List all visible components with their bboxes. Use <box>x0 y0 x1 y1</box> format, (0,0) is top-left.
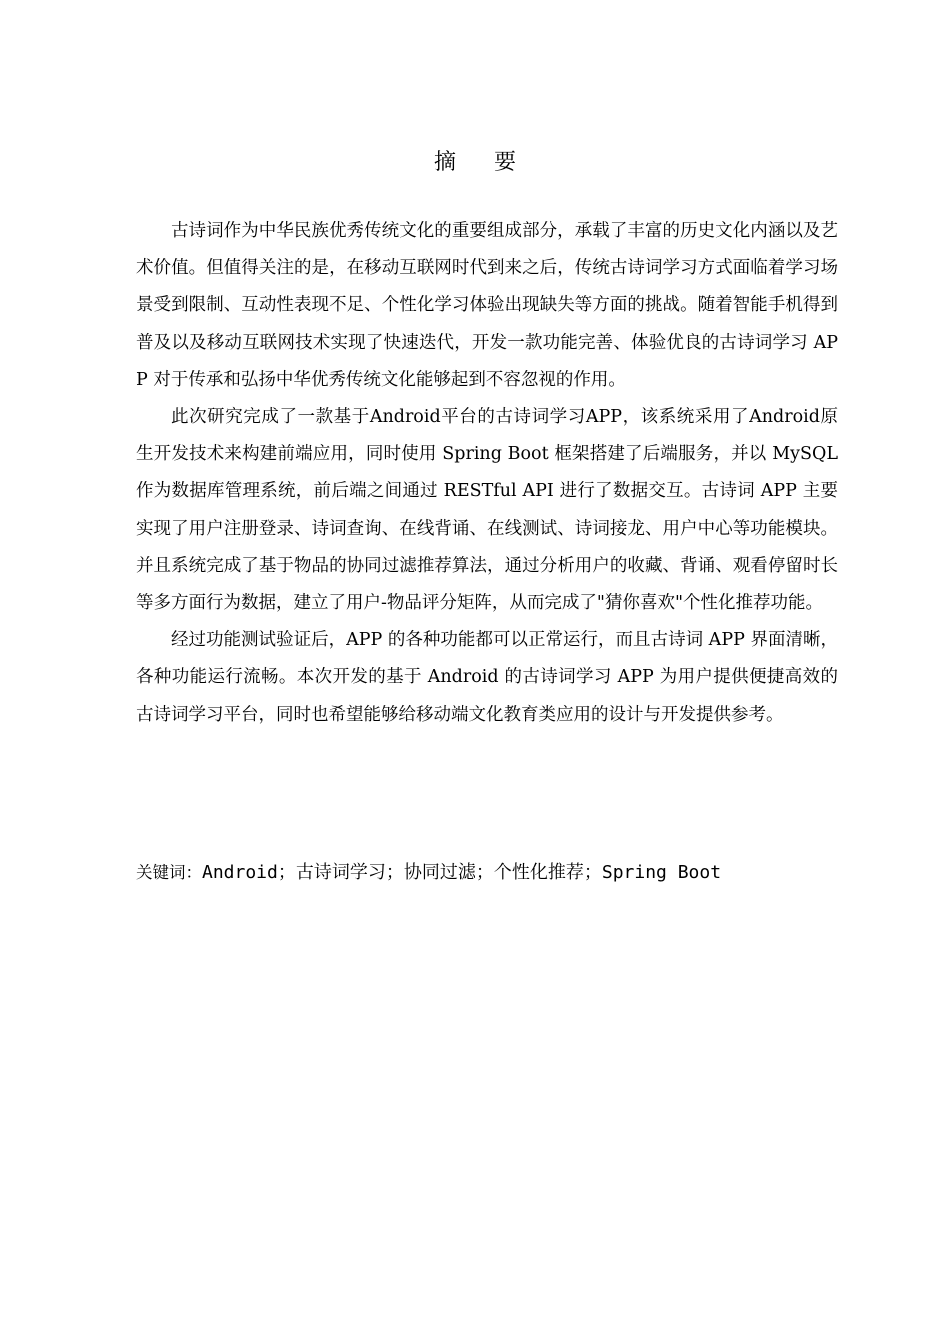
abstract-paragraph-2: 此次研究完成了一款基于Android平台的古诗词学习APP，该系统采用了Android原生开发技术来构建前端应用，同时使用 Spring Boot 框架搭建了后端服务，并以 MySQL 作为数据库管理系统，前后端之间通过 RESTful API 进行了数据交互。古诗词 APP 主要实现了用户注册登录、诗词查询、在线背诵、在线测试、诗词接龙、用户中心等功能模块。并且系统完成了基于物品的协同过滤推荐算法，通过分析用户的收藏、背诵、观看停留时长等多方面行为数据，建立了用户-物品评分矩阵，从而完成了"猜你喜欢"个性化推荐功能。 <box>136 407 838 614</box>
keywords-label: 关键词： <box>136 863 202 882</box>
abstract-paragraph-1: 古诗词作为中华民族优秀传统文化的重要组成部分，承载了丰富的历史文化内涵以及艺术价值。但值得关注的是，在移动互联网时代到来之后，传统古诗词学习方式面临着学习场景受到限制、互动性表现不足、个性化学习体验出现缺失等方面的挑战。随着智能手机得到普及以及移动互联网技术实现了快速迭代，开发一款功能完善、体验优良的古诗词学习 APP 对于传承和弘扬中华优秀传统文化能够起到不容忽视的作用。 <box>136 221 838 390</box>
abstract-paragraph-3: 经过功能测试验证后，APP 的各种功能都可以正常运行，而且古诗词 APP 界面清晰，各种功能运行流畅。本次开发的基于 Android 的古诗词学习 APP 为用户提供便捷高效的古诗词学习平台，同时也希望能够给移动端文化教育类应用的设计与开发提供参考。 <box>136 630 838 725</box>
abstract-title-char-1: 摘 <box>433 150 456 175</box>
abstract-body <box>136 213 838 734</box>
abstract-title-char-2: 要 <box>494 150 517 175</box>
keywords-text: Android；古诗词学习；协同过滤；个性化推荐；Spring Boot <box>202 862 722 883</box>
abstract-title <box>0 146 950 180</box>
keywords-line <box>136 857 876 889</box>
